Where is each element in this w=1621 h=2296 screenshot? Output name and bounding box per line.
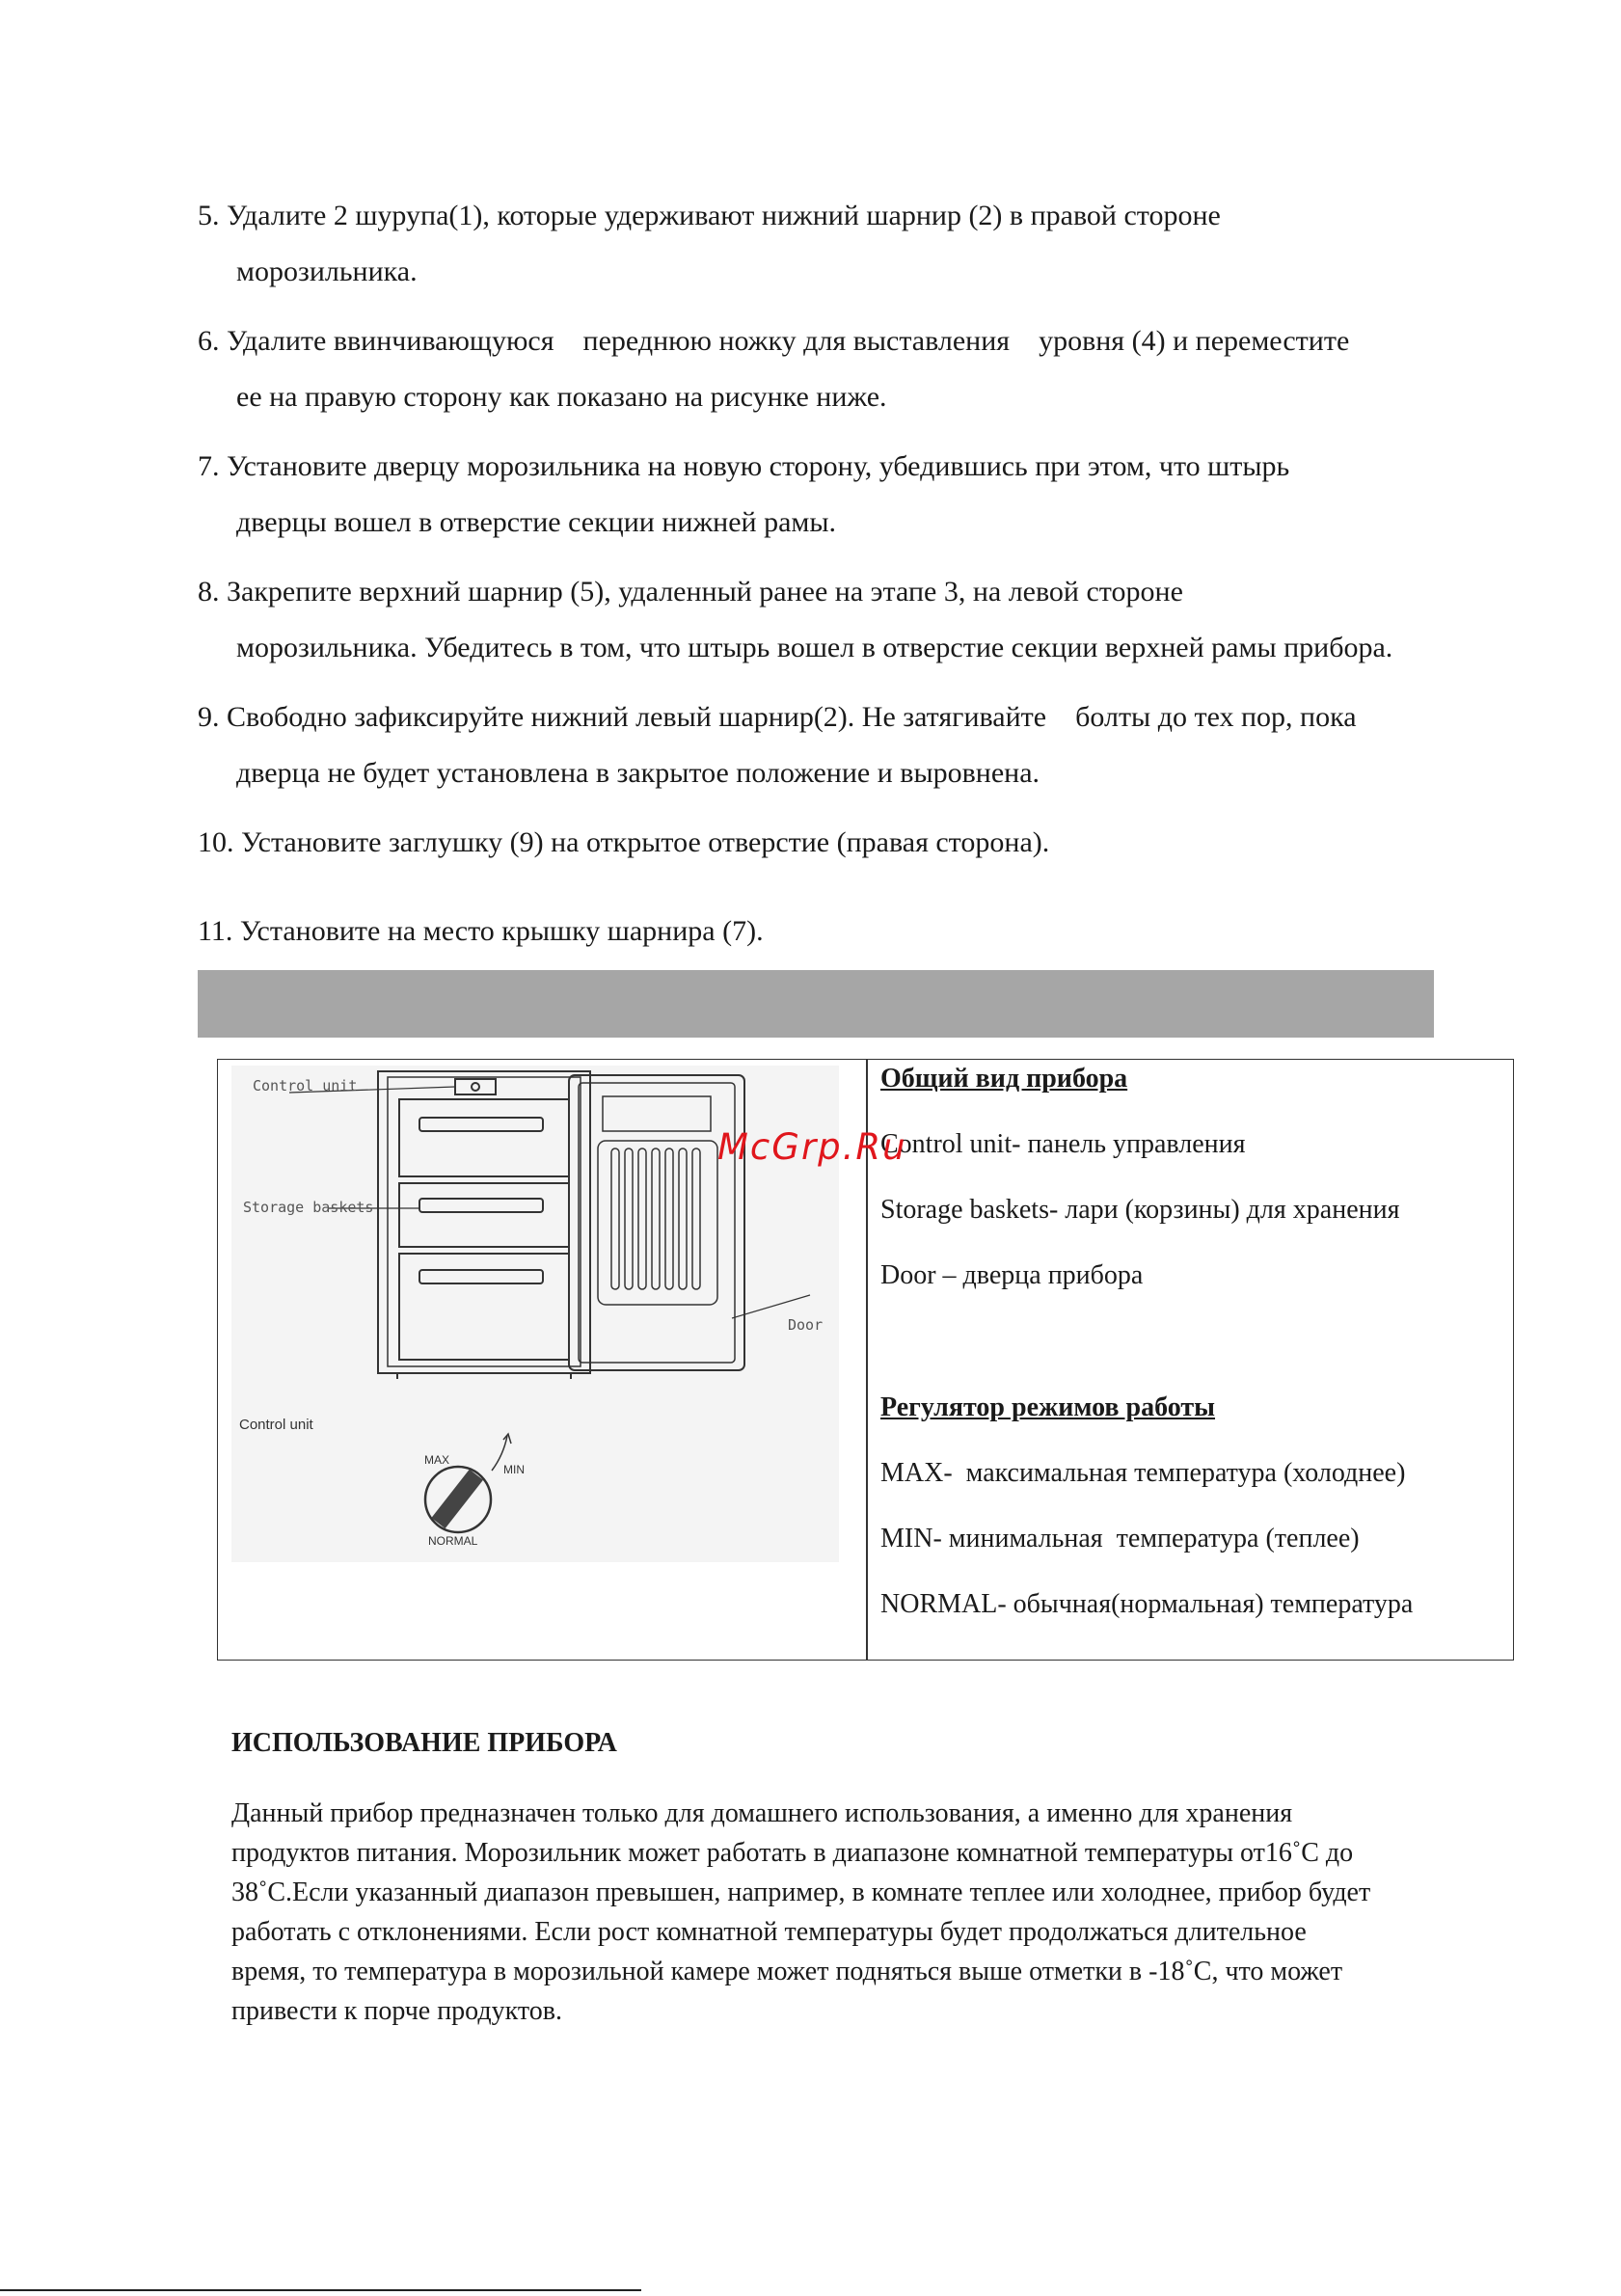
step-number: 8.: [198, 576, 220, 608]
step-text-continued: морозильника.: [236, 256, 418, 287]
step-7: [198, 439, 1567, 551]
step-9: [198, 689, 1567, 801]
step-text-continued: дверцы вошел в отверстие секции нижней рамы.: [236, 506, 837, 538]
usage-line: время, то температура в морозильной камере может подняться выше отметки в -18˚С, что может: [231, 1957, 1343, 1986]
regulator-title: Регулятор режимов работы: [880, 1392, 1216, 1422]
instruction-steps: [198, 188, 1567, 959]
usage-line: привести к порче продуктов.: [231, 1996, 562, 2026]
usage-title: ИСПОЛЬЗОВАНИЕ ПРИБОРА: [231, 1728, 617, 1758]
regulator-normal: NORMAL- обычная(нормальная) температура: [880, 1589, 1414, 1619]
usage-line: работать с отклонениями. Если рост комнатной температуры будет продолжаться длительное: [231, 1917, 1307, 1947]
label-control-unit-2: Control unit: [239, 1417, 313, 1433]
label-door: Door: [788, 1316, 824, 1334]
dial-label-normal: NORMAL: [428, 1534, 478, 1548]
watermark: McGrp.Ru: [717, 1126, 907, 1168]
usage-line: продуктов питания. Морозильник может работать в диапазоне комнатной температуры от16˚С до: [231, 1838, 1354, 1868]
step-number: 9.: [198, 701, 220, 733]
control-unit-shape: [455, 1079, 496, 1094]
overview-title: Общий вид прибора: [880, 1064, 1128, 1094]
basket-2: [399, 1183, 569, 1247]
step-text: Закрепите верхний шарнир (5), удаленный ранее на этапе 3, на левой стороне: [227, 576, 1183, 608]
label-storage-baskets: Storage baskets: [243, 1199, 374, 1216]
footnote-separator: [0, 2289, 641, 2291]
step-text: Удалите 2 шурупа(1), которые удерживают нижний шарнир (2) в правой стороне: [227, 200, 1221, 231]
regulator-min: MIN- минимальная температура (теплее): [880, 1524, 1360, 1553]
regulator-max: MAX- максимальная температура (холоднее): [880, 1458, 1406, 1488]
step-text-continued: морозильника. Убедитесь в том, что штырь вошел в отверстие секции верхней рамы прибора.: [236, 632, 1393, 663]
step-10: [198, 815, 1567, 871]
step-text: Установите дверцу морозильника на новую сторону, убедившись при этом, что штырь: [227, 450, 1290, 482]
step-5: [198, 188, 1567, 300]
legend-control-unit: Control unit- панель управления: [880, 1129, 1246, 1159]
dial-label-min: MIN: [503, 1463, 525, 1476]
usage-paragraph: [231, 1794, 1524, 2031]
step-text: Свободно зафиксируйте нижний левый шарнир(2). Не затягивайте болты до тех пор, пока: [227, 701, 1357, 733]
step-number: 5.: [198, 200, 220, 231]
step-text: Удалите ввинчивающуюся переднюю ножку для выставления уровня (4) и переместите: [227, 325, 1350, 357]
usage-line: 38˚С.Если указанный диапазон превышен, например, в комнате теплее или холоднее, прибор будет: [231, 1877, 1371, 1907]
step-number: 11.: [198, 915, 233, 947]
step-8: [198, 564, 1567, 676]
dial-knob: [431, 1470, 483, 1529]
step-number: 10.: [198, 826, 234, 858]
step-text-continued: дверца не будет установлена в закрытое положение и выровнена.: [236, 757, 1040, 789]
usage-line: Данный прибор предназначен только для домашнего использования, а именно для хранения: [231, 1798, 1293, 1828]
dial-label-max: MAX: [424, 1453, 450, 1467]
section-header-bar: [198, 970, 1434, 1038]
step-text: Установите на место крышку шарнира (7).: [239, 915, 764, 947]
step-11: [198, 904, 1567, 959]
legend-door: Door – дверца прибора: [880, 1260, 1144, 1290]
step-number: 7.: [198, 450, 220, 482]
legend-storage-baskets: Storage baskets- лари (корзины) для хранения: [880, 1195, 1400, 1225]
step-text: Установите заглушку (9) на открытое отверстие (правая сторона).: [241, 826, 1050, 858]
step-number: 6.: [198, 325, 220, 357]
basket-1: [399, 1099, 569, 1176]
freezer-cabinet: [378, 1071, 590, 1373]
step-6: [198, 313, 1567, 425]
label-control-unit: Control unit: [253, 1077, 358, 1094]
step-text-continued: ее на правую сторону как показано на рисунке ниже.: [236, 381, 887, 413]
